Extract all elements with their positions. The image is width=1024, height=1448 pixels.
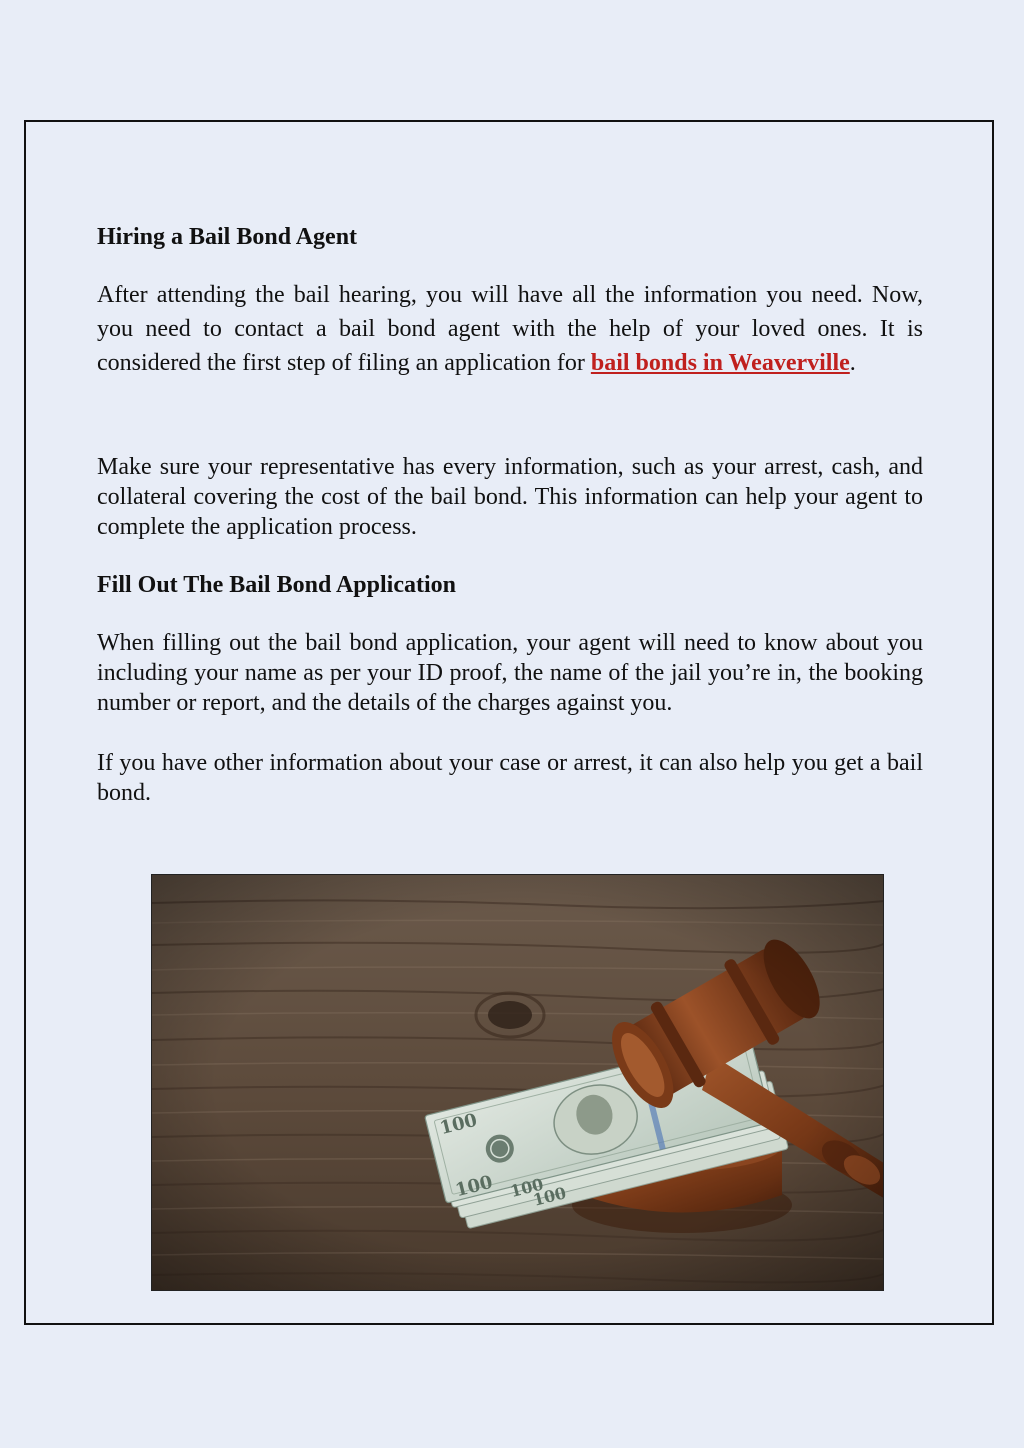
paragraph-hiring-agent xyxy=(97,278,923,380)
paragraph-text: After attending the bail hearing, you will have all the information you need. Now, you need to contact a bail bond agent with the help of your loved ones. It is considered the first step of filing an application for xyxy=(97,282,923,376)
paragraph-fill-application: When filling out the bail bond application, your agent will need to know about you including your name as per your ID proof, the name of the jail you’re in, the booking number or report, and the details of the charges against you. xyxy=(97,630,923,716)
gavel-money-illustration xyxy=(152,875,884,1291)
section-heading-fill-application: Fill Out The Bail Bond Application xyxy=(97,572,456,598)
paragraph-representative: Make sure your representative has every information, such as your arrest, cash, and collateral covering the cost of the bail bond. This information can help your agent to complete the application process. xyxy=(97,454,923,540)
section-heading-hiring-agent: Hiring a Bail Bond Agent xyxy=(97,224,358,250)
paragraph-end: . xyxy=(849,350,856,376)
bail-bonds-weaverville-link[interactable]: bail bonds in Weaverville xyxy=(590,350,850,376)
paragraph-other-information: If you have other information about your case or arrest, it can also help you get a bail bond. xyxy=(97,750,923,806)
document-content xyxy=(97,220,923,808)
gavel-money-photo xyxy=(151,874,884,1291)
